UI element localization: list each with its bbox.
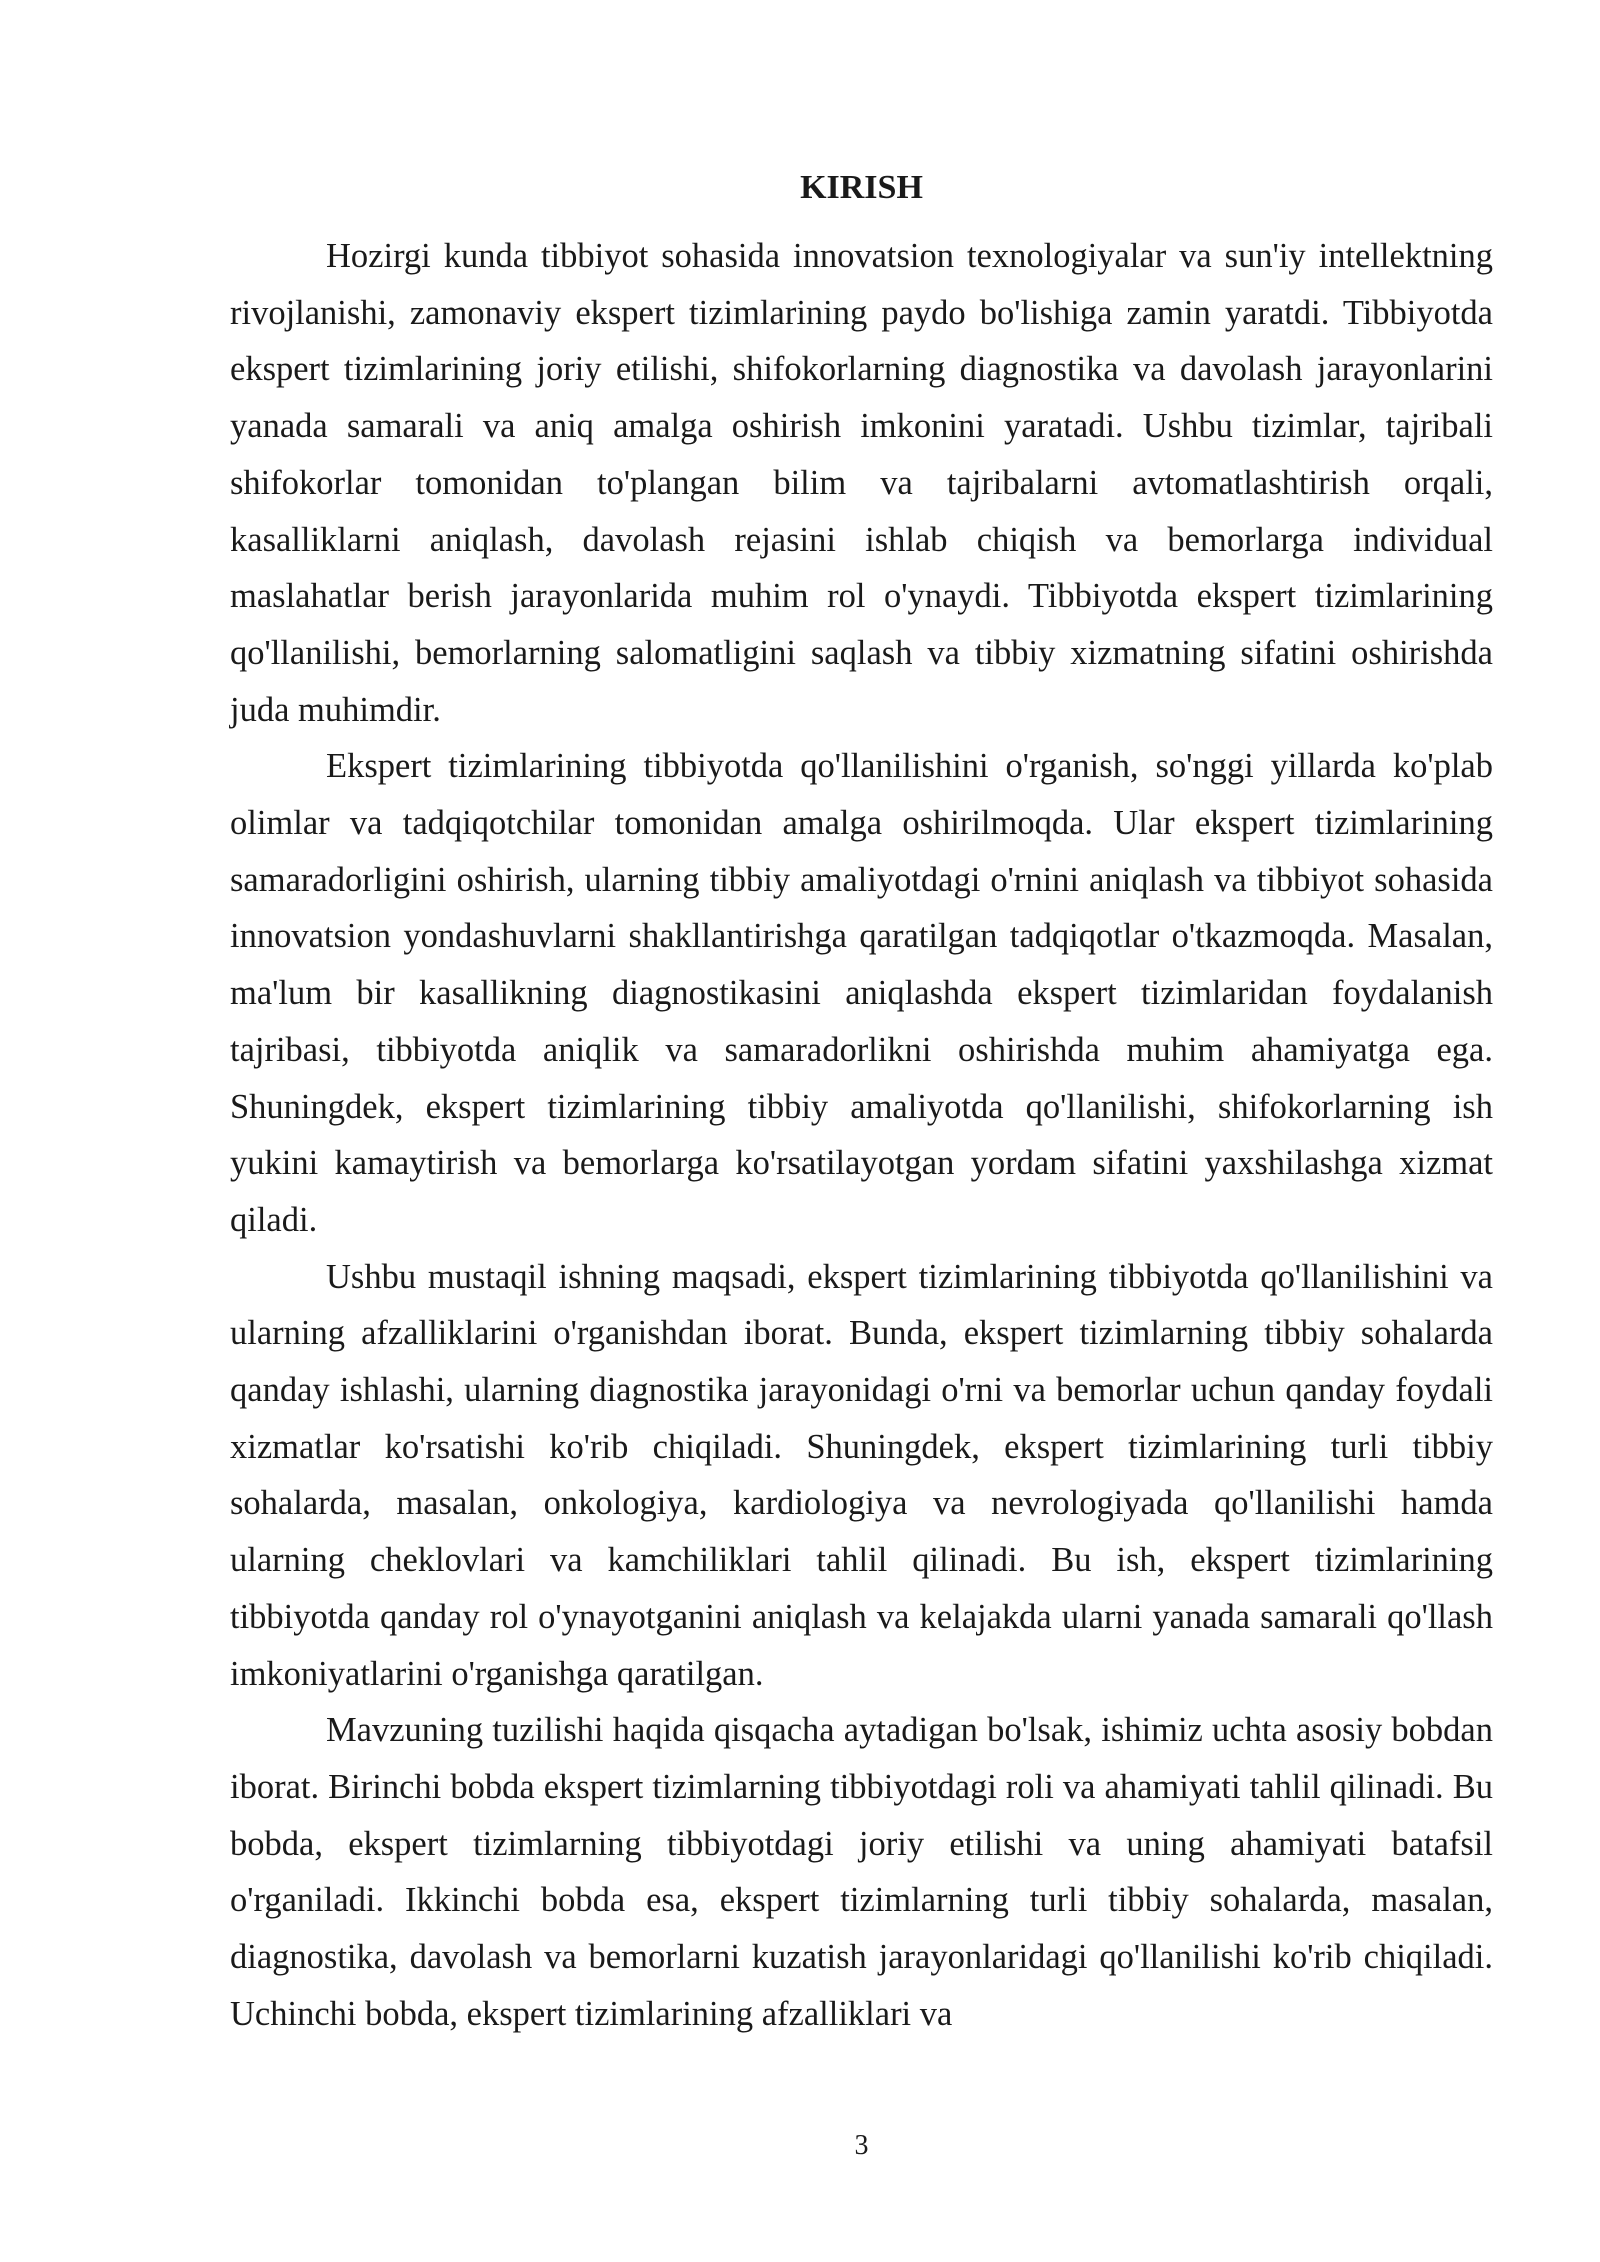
paragraph-1: Hozirgi kunda tibbiyot sohasida innovatsion texnologiyalar va sun'iy intellektning rivojlanishi, zamonaviy ekspert tizimlarining paydo bo'lishiga zamin yaratdi. Tibbiyotda ekspert tizimlarining joriy etilishi, shifokorlarning diagnostika va davolash jarayonlarini yanada samarali va aniq amalga oshirish imkonini yaratadi. Ushbu tizimlar, tajribali shifokorlar tomonidan to'plangan bilim va tajribalarni avtomatlashtirish orqali, kasalliklarni aniqlash, davolash rejasini ishlab chiqish va bemorlarga individual maslahatlar berish jarayonlarida muhim rol o'ynaydi. Tibbiyotda ekspert tizimlarining qo'llanilishi, bemorlarning salomatligini saqlash va tibbiy xizmatning sifatini oshirishda juda muhimdir. (230, 237, 1493, 729)
document-body (230, 160, 1493, 2043)
page-number: 3 (854, 2130, 869, 2161)
paragraph-3: Ushbu mustaqil ishning maqsadi, ekspert tizimlarining tibbiyotda qo'llanilishini va ularning afzalliklarini o'rganishdan iborat. Bunda, ekspert tizimlarning tibbiy sohalarda qanday ishlashi, ularning diagnostika jarayonidagi o'rni va bemorlar uchun qanday foydali xizmatlar ko'rsatishi ko'rib chiqiladi. Shuningdek, ekspert tizimlarining turli tibbiy sohalarda, masalan, onkologiya, kardiologiya va nevrologiyada qo'llanilishi hamda ularning cheklovlari va kamchiliklari tahlil qilinadi. Bu ish, ekspert tizimlarining tibbiyotda qanday rol o'ynayotganini aniqlash va kelajakda ularni yanada samarali qo'llash imkoniyatlarini o'rganishga qaratilgan. (230, 1257, 1493, 1693)
paragraph-4: Mavzuning tuzilishi haqida qisqacha aytadigan bo'lsak, ishimiz uchta asosiy bobdan iborat. Birinchi bobda ekspert tizimlarning tibbiyotdagi roli va ahamiyati tahlil qilinadi. Bu bobda, ekspert tizimlarning tibbiyotdagi joriy etilishi va uning ahamiyati batafsil o'rganiladi. Ikkinchi bobda esa, ekspert tizimlarning turli tibbiy sohalarda, masalan, diagnostika, davolash va bemorlarni kuzatish jarayonlaridagi qo'llanilishi ko'rib chiqiladi. Uchinchi bobda, ekspert tizimlarining afzalliklari va (230, 1711, 1493, 2033)
section-title: KIRISH (800, 169, 923, 206)
paragraph-2: Ekspert tizimlarining tibbiyotda qo'llanilishini o'rganish, so'nggi yillarda ko'plab olimlar va tadqiqotchilar tomonidan amalga oshirilmoqda. Ular ekspert tizimlarining samaradorligini oshirish, ularning tibbiy amaliyotdagi o'rnini aniqlash va tibbiyot sohasida innovatsion yondashuvlarni shakllantirishga qaratilgan tadqiqotlar o'tkazmoqda. Masalan, ma'lum bir kasallikning diagnostikasini aniqlashda ekspert tizimlaridan foydalanish tajribasi, tibbiyotda aniqlik va samaradorlikni oshirishda muhim ahamiyatga ega. Shuningdek, ekspert tizimlarining tibbiy amaliyotda qo'llanilishi, shifokorlarning ish yukini kamaytirish va bemorlarga ko'rsatilayotgan yordam sifatini yaxshilashga xizmat qiladi. (230, 747, 1493, 1239)
